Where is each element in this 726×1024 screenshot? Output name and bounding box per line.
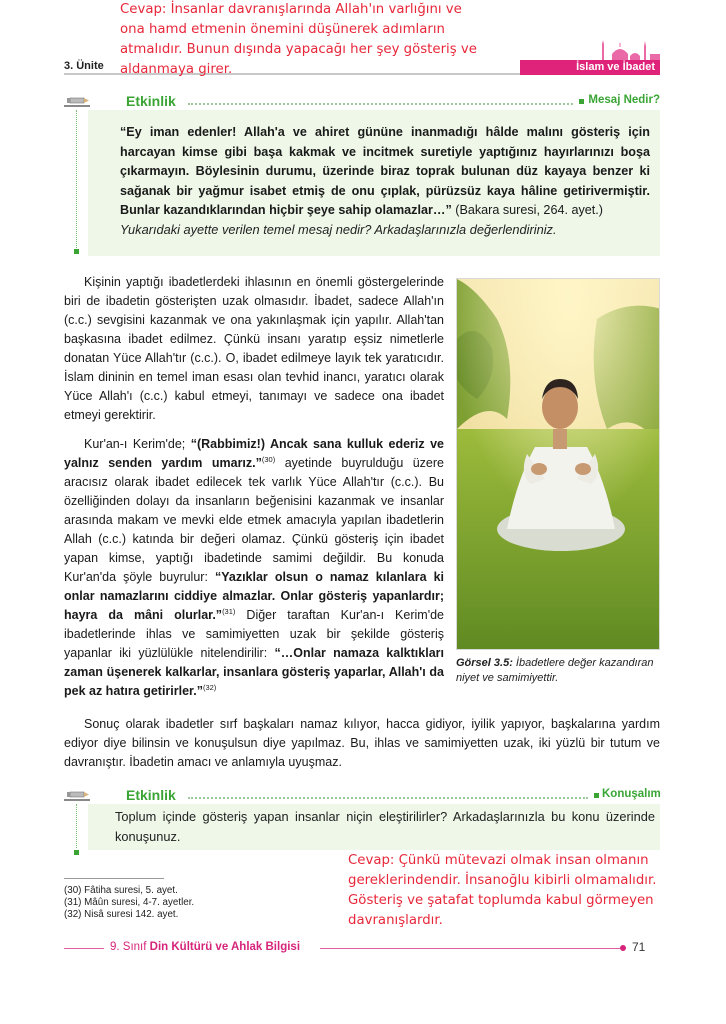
p2-text-c: ayetinde buyrulduğu üzere aracısız olarak ibadet edilecek tek varlık Yüce Allah'tır (c.c.). Bu özelliğinden dolayı da insanların beğenisini kazanmak ve insanlar arasında makam ve mevki elde etmek amacıyla yapılan ibadetlerin Allah (c.c.) katında bir değeri olamaz. Çünkü gösteriş için ibadet yapan kimse, yaptığı ibadetinde samimi değildir. Bu konuda Kur'an'da şöyle buyrulur: (64, 456, 444, 584)
activity-dotted-rule (188, 103, 573, 105)
footnote-ref-31: (31) (222, 606, 236, 616)
body-paragraph-2 (64, 435, 444, 701)
footnotes (64, 885, 194, 921)
activity-tag: Mesaj Nedir? (588, 94, 660, 106)
footer-rule-right (320, 948, 620, 949)
footnote-rule (64, 878, 164, 879)
page-number: 71 (632, 940, 646, 954)
activity-2-side-rule (76, 804, 77, 848)
verse-quote (120, 123, 650, 221)
activity-2-tag: Konuşalım (602, 788, 661, 800)
figure-text: İbadetlere değer kazandıran niyet ve samimiyettir. (456, 657, 654, 684)
p2-text-a: Kur'an-ı Kerim'de; (84, 437, 191, 451)
figure-label: Görsel 3.5: (456, 657, 513, 669)
activity-2-dotted-rule (188, 797, 588, 799)
unit-label: 3. Ünite (64, 60, 104, 72)
footnote-ref-30: (30) (261, 454, 276, 464)
footnote-31: (31) Mâûn suresi, 4-7. ayetler. (64, 897, 195, 908)
activity-marker-bottom (74, 249, 79, 254)
figure-caption (456, 656, 660, 685)
footnote-ref-32: (32) (202, 682, 217, 692)
p2-text-e: Diğer taraftan Kur'an-ı Kerim'de ibadetlerinde ihlas ve samimiyetten uzak bir şekilde gösteriş yapanlar iki yüzlülükle nitelendirilir: (64, 608, 444, 660)
p2-verse-1: “(Rabbimiz!) Ancak sana kulluk ederiz ve yalnız senden yardım umarız.” (64, 437, 444, 470)
verse-text: “Ey iman edenler! Allah'a ve ahiret gününe inanmadığı hâlde malını gösteriş için harcayan kimse gibi başa kakmak ve incitmek suretiyle yaptığınız hayırlarınızı boşa çıkarmayın. Böylesinin durumu, üzerinde biraz toprak bulunan düz kayaya benzer ki sağanak bir yağmur isabet etmiş de onu çıplak, pürüzsüz kaya hâline getirivermiştir. Bunlar kazandıklarından hiçbir şeye sahip olamazlar…” (120, 125, 650, 217)
activity-marker (579, 99, 584, 104)
activity-2-marker (594, 793, 599, 798)
activity-question: Yukarıdaki ayette verilen temel mesaj nedir? Arkadaşlarınızla değerlendiriniz. (120, 222, 557, 237)
footer-grade: 9. Sınıf (110, 941, 150, 953)
p2-verse-2: “Yazıklar olsun o namaz kılanlara ki onlar namazlarını ciddiye almazlar. Onlar gösteriş yapanlardır; hayra da mâni olurlar.” (64, 570, 445, 622)
activity-2-title: Etkinlik (126, 787, 176, 803)
body-paragraph-1: Kişinin yaptığı ibadetlerdeki ihlasının en önemli göstergelerinde biri de ibadetin gösterişten uzak olmasıdır. İbadet, sadece Allah'ın (c.c.) sevgisini kazanmak ve ona yakınlaşmak için yapılır. Allah'tan başkasına ibadet edilmez. Çünkü insanı yaratıp eşsiz nimetlerle donatan Yüce Allah'tır (c.c.). O, ibadet edilmeye layık tek yaratıcıdır. İslam dininin en temel iman esası olan tevhid inancı, yaratıcı olarak Yüce Allah'ı (c.c.) kabul etmeyi, tanımayı ve sadece ona ibadet etmeyi gerektirir. (64, 275, 444, 422)
footer-book-title (110, 941, 300, 953)
footer-book: Din Kültürü ve Ahlak Bilgisi (149, 941, 301, 953)
verse-reference: (Bakara suresi, 264. ayet.) (455, 203, 603, 217)
activity-title: Etkinlik (126, 93, 176, 109)
footnote-30: (30) Fâtiha suresi, 5. ayet. (64, 885, 178, 896)
pencil-icon (64, 789, 90, 803)
p2-verse-3: “…Onlar namaza kalktıkları zaman üşenerek kalkarlar, insanlara gösteriş yaparlar, Allah'ı da pek az hatıra getirirler.” (64, 646, 444, 698)
pencil-icon (64, 95, 90, 109)
footnote-32: (32) Nisâ suresi 142. ayet. (64, 909, 179, 920)
section-title: İslam ve İbadet (576, 61, 655, 73)
body-paragraph-3: Sonuç olarak ibadetler sırf başkaları namaz kılıyor, hacca gidiyor, iyilik yapıyor, başkalarına yardım ediyor diye bilinsin ve konuşulsun diye yapılmaz. Bu, ihlas ve samimiyetten uzak, iki yüzlü bir tutum ve davranıştır. İbadetin amacı ve anlamıyla uyuşmaz. (64, 717, 660, 769)
footer-rule-left (64, 948, 104, 949)
praying-man-photo (456, 278, 660, 650)
mosque-skyline-icon (600, 40, 660, 62)
activity-2-marker-bottom (74, 850, 79, 855)
handwritten-answer-top: Cevap: İnsanlar davranışlarında Allah'ın varlığını ve ona hamd etmenin önemini düşünerek adımların atmalıdır. Bunun dışında yapacağı her şey gösteriş ve aldanmaya girer. (120, 2, 477, 77)
activity-side-rule (76, 110, 77, 248)
activity-2-text: Toplum içinde gösteriş yapan insanlar niçin eleştirilirler? Arkadaşlarınızla bu konu üzerinde konuşunuz. (115, 809, 655, 844)
handwritten-answer-bottom: Cevap: Çünkü mütevazi olmak insan olmanın gereklerindendir. İnsanoğlu kibirli olmamalıdır. Gösteriş ve şatafat toplumda kabul görmeyen davranışlardır. (348, 853, 657, 928)
footer-dot (620, 945, 626, 951)
